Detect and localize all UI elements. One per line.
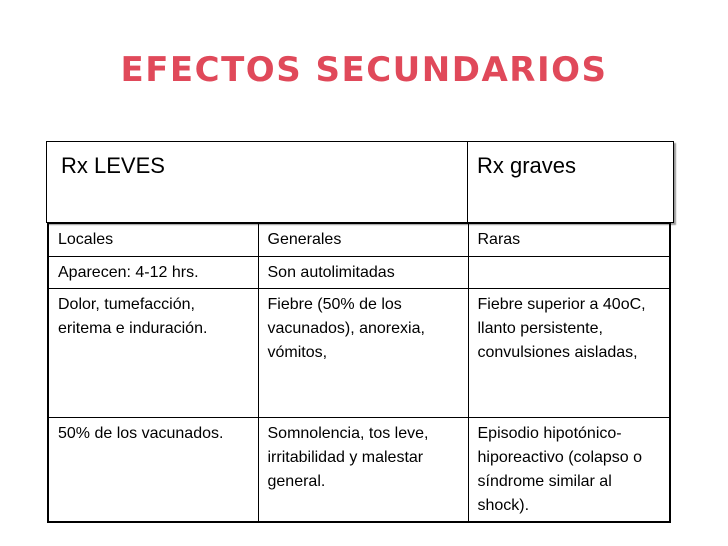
table-cell: Fiebre (50% de los vacunados), anorexia, vómitos, bbox=[258, 288, 468, 417]
table-cell: Aparecen: 4-12 hrs. bbox=[48, 256, 258, 288]
page-title: EFECTOS SECUNDARIOS bbox=[120, 50, 608, 90]
table-cell: Somnolencia, tos leve, irritabilidad y malestar general. bbox=[258, 417, 468, 522]
header-severe-label: Rx graves bbox=[477, 153, 577, 178]
header-divider bbox=[467, 142, 468, 222]
table-row bbox=[48, 256, 670, 288]
side-effects-table bbox=[47, 222, 671, 523]
table-cell: Raras bbox=[468, 223, 670, 256]
table-cell: Fiebre superior a 40oC, llanto persistente, convulsiones aisladas, bbox=[468, 288, 670, 417]
table-cell: Locales bbox=[48, 223, 258, 256]
table-cell: Episodio hipotónico-hiporeactivo (colapso o síndrome similar al shock). bbox=[468, 417, 670, 522]
table-cell: Dolor, tumefacción, eritema e induración. bbox=[48, 288, 258, 417]
table-row bbox=[48, 288, 670, 417]
header-mild-label: Rx LEVES bbox=[61, 153, 165, 178]
table-cell: Generales bbox=[258, 223, 468, 256]
table-row bbox=[48, 417, 670, 522]
severity-header bbox=[46, 141, 674, 223]
table-cell bbox=[468, 256, 670, 288]
table-cell: 50% de los vacunados. bbox=[48, 417, 258, 522]
table-cell: Son autolimitadas bbox=[258, 256, 468, 288]
table-row bbox=[48, 223, 670, 256]
